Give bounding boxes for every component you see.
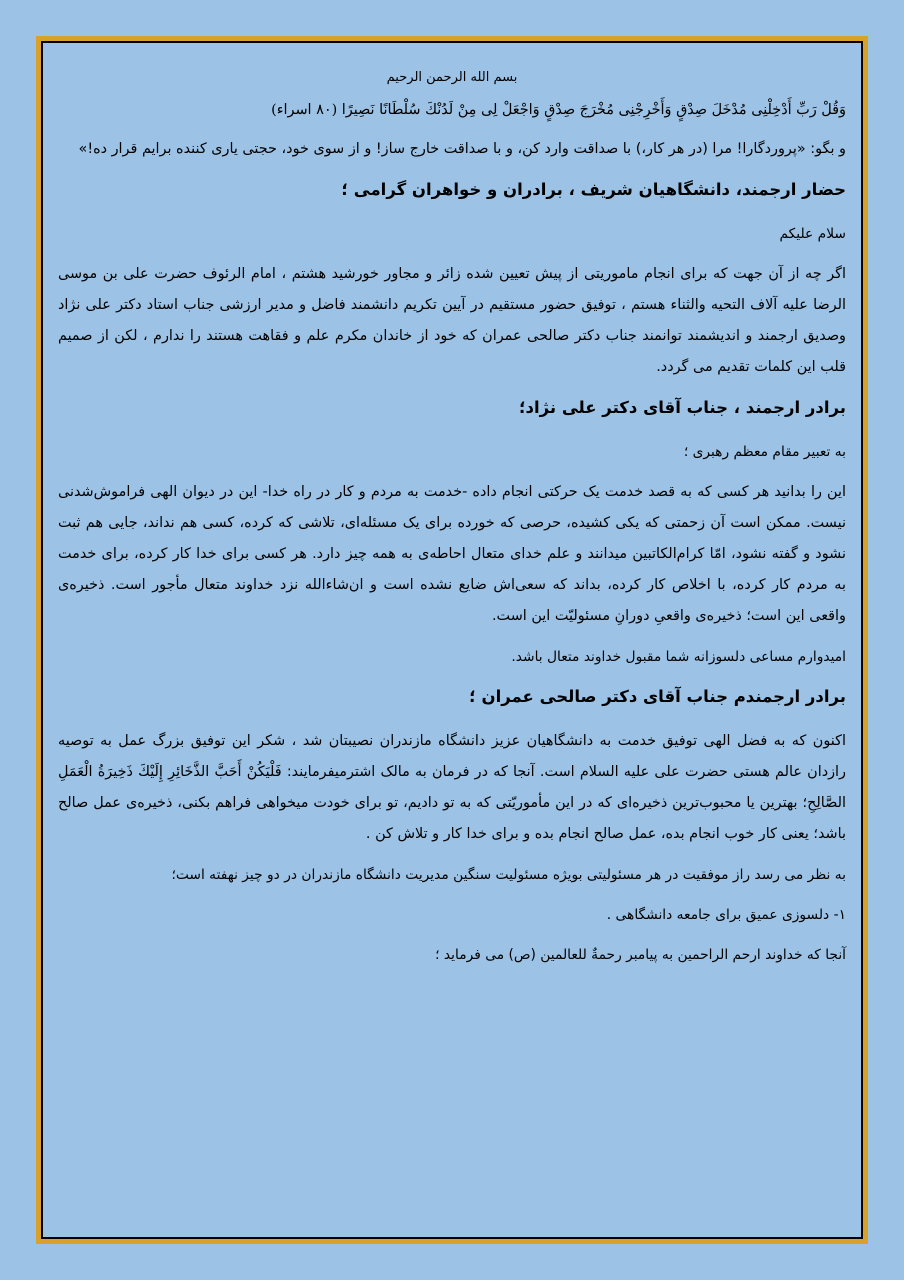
section1-paragraph: این را بدانید هر کسی که به قصد خدمت یک حرکتی انجام داده -خدمت به مردم و کار در راه خدا- این در دیوان الهی فراموش‌شدنی نیست. ممکن است آن زحمتی که یکی کشیده، حرصی که خورده برای یک مسئله‌ای، تلاشی که کرده، کسی هم نداند، جایی هم ثبت نشود و گفته نشود، امّا کرام‌الکاتبین میدانند و علم خدای متعال احاطه‌ی به همه چیز دارد. هر کسی برای خدا کار کرده، برای خدمت به مردم کار کرده، با اخلاص کار کرده، بداند که سعی‌اش ضایع نشده است و ان‌شاءالله نزد خداوند متعال مأجور است. ذخیره‌ی واقعی این است؛ ذخیره‌ی واقعیِ دورانِ مسئولیّت این است. bbox=[58, 484, 846, 624]
greeting-heading: حضار ارجمند، دانشگاهیان شریف ، برادران و خواهران گرامی ؛ bbox=[341, 180, 846, 199]
section2-heading: برادر ارجمندم جناب آقای دکتر صالحی عمران ؛ bbox=[469, 687, 846, 706]
salam-line: سلام علیکم bbox=[779, 226, 846, 242]
section1-closing: امیدوارم مساعی دلسوزانه شما مقبول خداوند متعال باشد. bbox=[511, 649, 846, 665]
intro-paragraph: اگر چه از آن جهت که برای انجام ماموریتی از پیش تعیین شده زائر و مجاور خورشید هشتم ، امام الرئوف حضرت علی بن موسی الرضا علیه آلاف التحیه والثناء هستم ، توفیق حضور مستقیم در آیین تکریم دانشمند فاضل و مدیر ارزشی جناب استاد دکتر علی نژاد وصدیق ارجمند و اندیشمند توانمند جناب دکتر صالحی عمران که خود از خاندان مکرم علم و فقاهت هستند را ندارم ، لکن از صمیم قلب این کلمات تقدیم می گردد. bbox=[58, 266, 846, 375]
point-1-followup: آنجا که خداوند ارحم الراحمین به پیامبر رحمةٌ للعالمین (ص) می فرماید ؛ bbox=[435, 947, 846, 963]
letter-body bbox=[48, 48, 856, 1232]
section1-heading: برادر ارجمند ، جناب آقای دکتر علی نژاد؛ bbox=[518, 398, 846, 417]
verse-translation: و بگو: «پروردگارا! مرا (در هر کار،) با صداقت وارد کن، و با صداقت خارج ساز! و از سوی خود، حجتی یاری کننده برایم قرار ده!» bbox=[78, 141, 846, 157]
section2-paragraph: اکنون که به فضل الهی توفیق خدمت به دانشگاهیان عزیز دانشگاه مازندران نصیبتان شد ، شکر این توفیق بزرگ عمل به توصیه رازدان عالم هستی حضرت علی علیه السلام است. آنجا که در فرمان به مالک اشترمیفرمایند: فَلْیَكُنْ أَحَبَّ الذَّخَائِرِ إِلَیْكَ ذَخِیرَةُ الْعَمَلِ الصَّالِحِ؛ بهترین یا محبوب‌ترین ذخیره‌ای که در این مأموریّتی که به تو دادیم، تو برای خودت میخواهی فراهم بکنی، ذخیره‌ی عمل صالح باشد؛ یعنی کار خوب انجام بده، عمل صالح انجام بده و برای خدا کار و تلاش کن . bbox=[58, 733, 846, 842]
section2-statement: به نظر می رسد راز موفقیت در هر مسئولیتی بویژه مسئولیت سنگین مدیریت دانشگاه مازندران در دو چیز نهفته است؛ bbox=[171, 867, 846, 883]
point-1: ۱- دلسوزی عمیق برای جامعه دانشگاهی . bbox=[606, 907, 846, 923]
basmala: بسم الله الرحمن الرحیم bbox=[386, 70, 518, 85]
section1-intro: به تعبیر مقام معظم رهبری ؛ bbox=[683, 444, 846, 460]
quran-verse: وَقُلْ رَبِّ أَدْخِلْنِی مُدْخَلَ صِدْقٍ وَأَخْرِجْنِی مُخْرَجَ صِدْقٍ وَاجْعَلْ لِی مِنْ لَدُنْكَ سُلْطَانًا نَصِیرًا (۸۰ اسراء) bbox=[271, 102, 846, 118]
